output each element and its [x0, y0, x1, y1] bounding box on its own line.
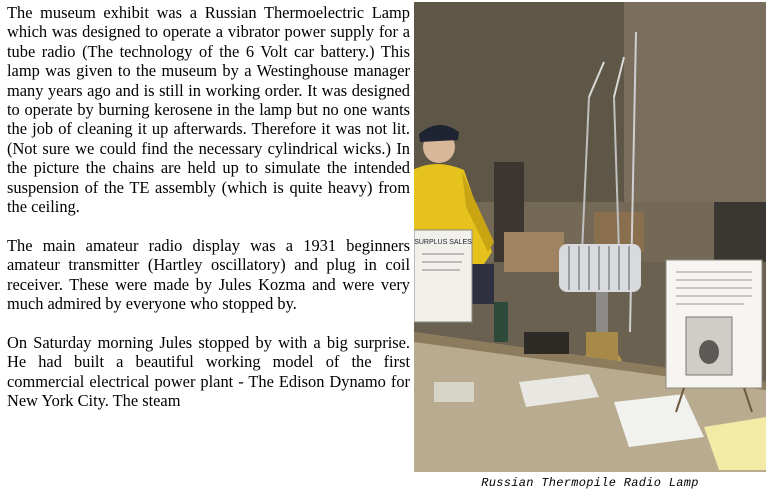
photo-caption: Russian Thermopile Radio Lamp	[481, 476, 699, 490]
surplus-sales-sign: SURPLUS SALES	[414, 239, 472, 246]
article-text	[7, 3, 410, 430]
paragraph-thermoelectric-lamp: The museum exhibit was a Russian Thermoelectric Lamp which was designed to operate a vibrator power supply for a tube radio (The technology of the 6 Volt car battery.) This lamp was given to the museum by a Westinghouse manager many years ago and is still in working order. It was designed to operate by burning kerosene in the lamp but no one wants the job of cleaning it up afterwards. Therefore it was not lit. (Not sure we could find the necessary cylindrical wicks.) In the picture the chains are held up to simulate the intended suspension of the TE assembly (which is quite heavy) from the ceiling.	[7, 3, 410, 217]
paragraph-edison-dynamo: On Saturday morning Jules stopped by with a big surprise. He had built a beautiful working model of the first commercial electrical power plant - The Edison Dynamo for New York City. The steam	[7, 332, 410, 411]
paragraph-amateur-radio-display: The main amateur radio display was a 1931 beginners amateur transmitter (Hartley oscillatory) and plug in coil receiver. These were made by Jules Kozma and were very much admired by everyone who stopped by.	[7, 235, 410, 314]
exhibit-photo	[414, 2, 766, 472]
exhibit-photo-illustration	[414, 2, 766, 472]
